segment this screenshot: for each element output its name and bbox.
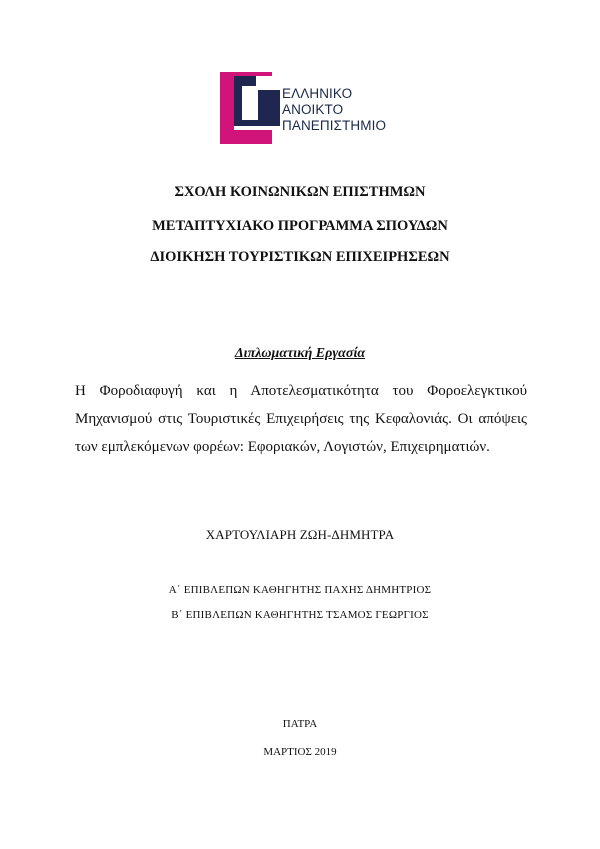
logo-mark-icon: [220, 72, 280, 144]
specialization-heading: ΔΙΟΙΚΗΣΗ ΤΟΥΡΙΣΤΙΚΩΝ ΕΠΙΧΕΙΡΗΣΕΩΝ: [150, 249, 450, 265]
first-supervisor: Α΄ ΕΠΙΒΛΕΠΩΝ ΚΑΘΗΓΗΤΗΣ ΠΑΧΗΣ ΔΗΜΗΤΡΙΟΣ: [168, 584, 432, 596]
author-name: ΧΑΡΤΟΥΛΙΑΡΗ ΖΩΗ-ΔΗΜΗΤΡΑ: [205, 527, 395, 542]
logo-line-1: ΕΛΛΗΝΙΚΟ: [282, 86, 353, 101]
thesis-title: Η Φοροδιαφυγή και η Αποτελεσματικότητα του Φοροελεγκτικού Μηχανισμού στις Τουριστικές Επιχειρήσεις της Κεφαλονιάς. Οι απόψεις των εμπλεκόμενων φορέων: Εφοριακών, Λογιστών, Επιχειρηματιών.: [75, 383, 527, 455]
logo-wordmark: [282, 86, 386, 134]
program-heading: ΜΕΤΑΠΤΥΧΙΑΚΟ ΠΡΟΓΡΑΜΜΑ ΣΠΟΥΔΩΝ: [152, 218, 448, 234]
thesis-type-label: Διπλωματική Εργασία: [234, 346, 366, 361]
university-logo: [220, 72, 420, 144]
logo-line-2: ΑΝΟΙΚΤΟ: [282, 102, 344, 117]
second-supervisor: Β΄ ΕΠΙΒΛΕΠΩΝ ΚΑΘΗΓΗΤΗΣ ΤΣΑΜΟΣ ΓΕΩΡΓΙΟΣ: [171, 609, 429, 621]
logo-line-3: ΠΑΝΕΠΙΣΤΗΜΙΟ: [282, 118, 387, 133]
school-heading: ΣΧΟΛΗ ΚΟΙΝΩΝΙΚΩΝ ΕΠΙΣΤΗΜΩΝ: [174, 184, 426, 200]
submission-date: ΜΑΡΤΙΟΣ 2019: [263, 746, 337, 758]
city: ΠΑΤΡΑ: [282, 718, 318, 730]
